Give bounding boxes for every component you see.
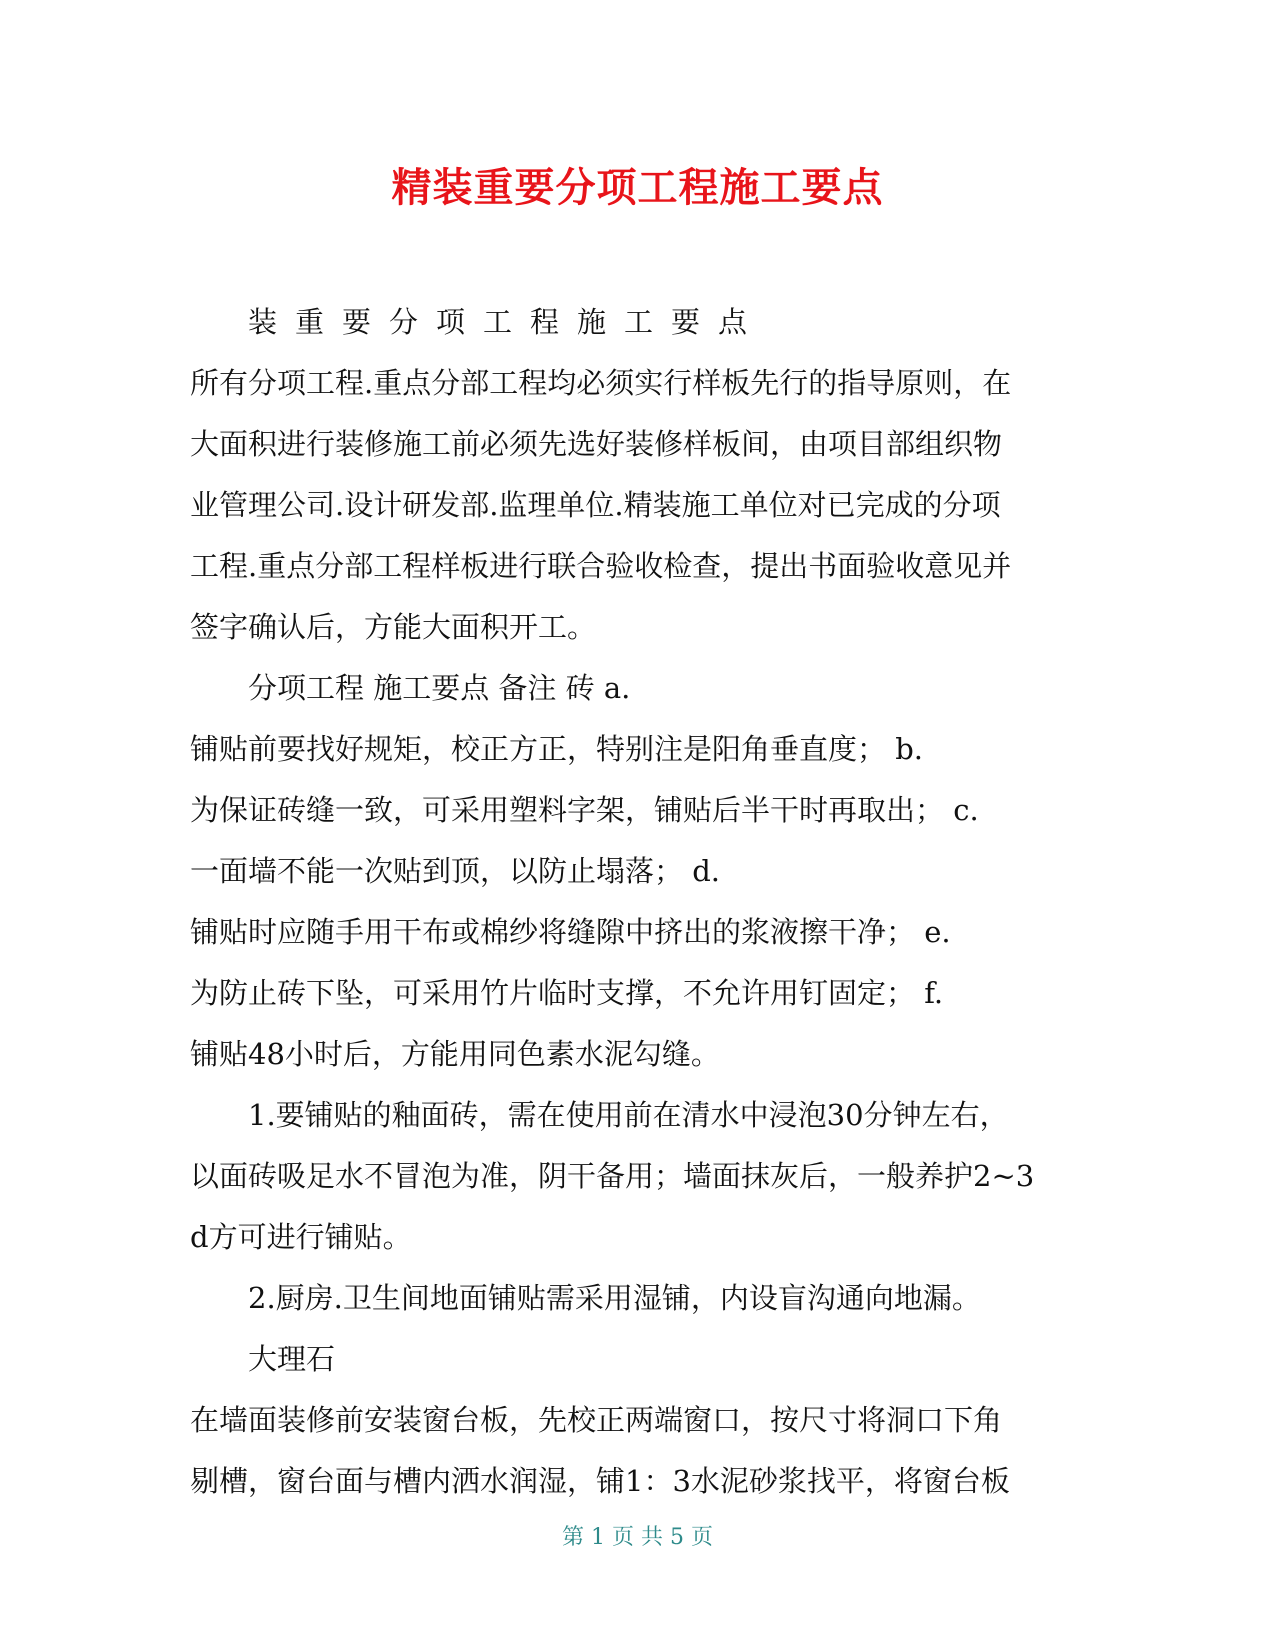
text-line: 铺贴48小时后，方能用同色素水泥勾缝。 <box>190 1037 720 1071</box>
text-line: d方可进行铺贴。 <box>190 1220 412 1254</box>
text-line: 所有分项工程.重点分部工程均必须实行样板先行的指导原则，在 <box>190 366 1012 400</box>
text-line: 分项工程 施工要点 备注 砖 a. <box>248 671 631 705</box>
spaced-heading: 装重要分项工程施工要点 <box>248 305 766 339</box>
text-line: 铺贴时应随手用干布或棉纱将缝隙中挤出的浆液擦干净； e. <box>190 915 951 949</box>
page-number: 第 1 页 共 5 页 <box>562 1525 713 1550</box>
text-line: 签字确认后，方能大面积开工。 <box>190 610 597 644</box>
text-line: 在墙面装修前安装窗台板，先校正两端窗口，按尺寸将洞口下角 <box>190 1403 1003 1437</box>
text-line: 铺贴前要找好规矩，校正方正，特别注是阳角垂直度； b. <box>190 732 924 766</box>
text-line: 大面积进行装修施工前必须先选好装修样板间，由项目部组织物 <box>190 427 1003 461</box>
text-line: 1.要铺贴的釉面砖，需在使用前在清水中浸泡30分钟左右， <box>248 1098 1009 1132</box>
text-line: 剔槽，窗台面与槽内洒水润湿，铺1：3水泥砂浆找平，将窗台板 <box>190 1464 1010 1498</box>
document-title: 精装重要分项工程施工要点 <box>391 165 884 211</box>
document-body <box>190 292 1090 1512</box>
text-line: 为保证砖缝一致，可采用塑料字架，铺贴后半干时再取出； c. <box>190 793 979 827</box>
text-line: 业管理公司.设计研发部.监理单位.精装施工单位对已完成的分项 <box>190 488 1001 522</box>
text-line: 以面砖吸足水不冒泡为准，阴干备用；墙面抹灰后，一般养护2~3 <box>190 1159 1035 1193</box>
paragraph-lines <box>190 353 1090 1512</box>
text-line: 2.厨房.卫生间地面铺贴需采用湿铺，内设盲沟通向地漏。 <box>248 1281 981 1315</box>
text-line: 一面墙不能一次贴到顶，以防止塌落； d. <box>190 854 721 888</box>
text-line: 大理石 <box>248 1342 336 1376</box>
text-line: 工程.重点分部工程样板进行联合验收检查，提出书面验收意见并 <box>190 549 1012 583</box>
text-line: 为防止砖下坠，可采用竹片临时支撑，不允许用钉固定； f. <box>190 976 944 1010</box>
